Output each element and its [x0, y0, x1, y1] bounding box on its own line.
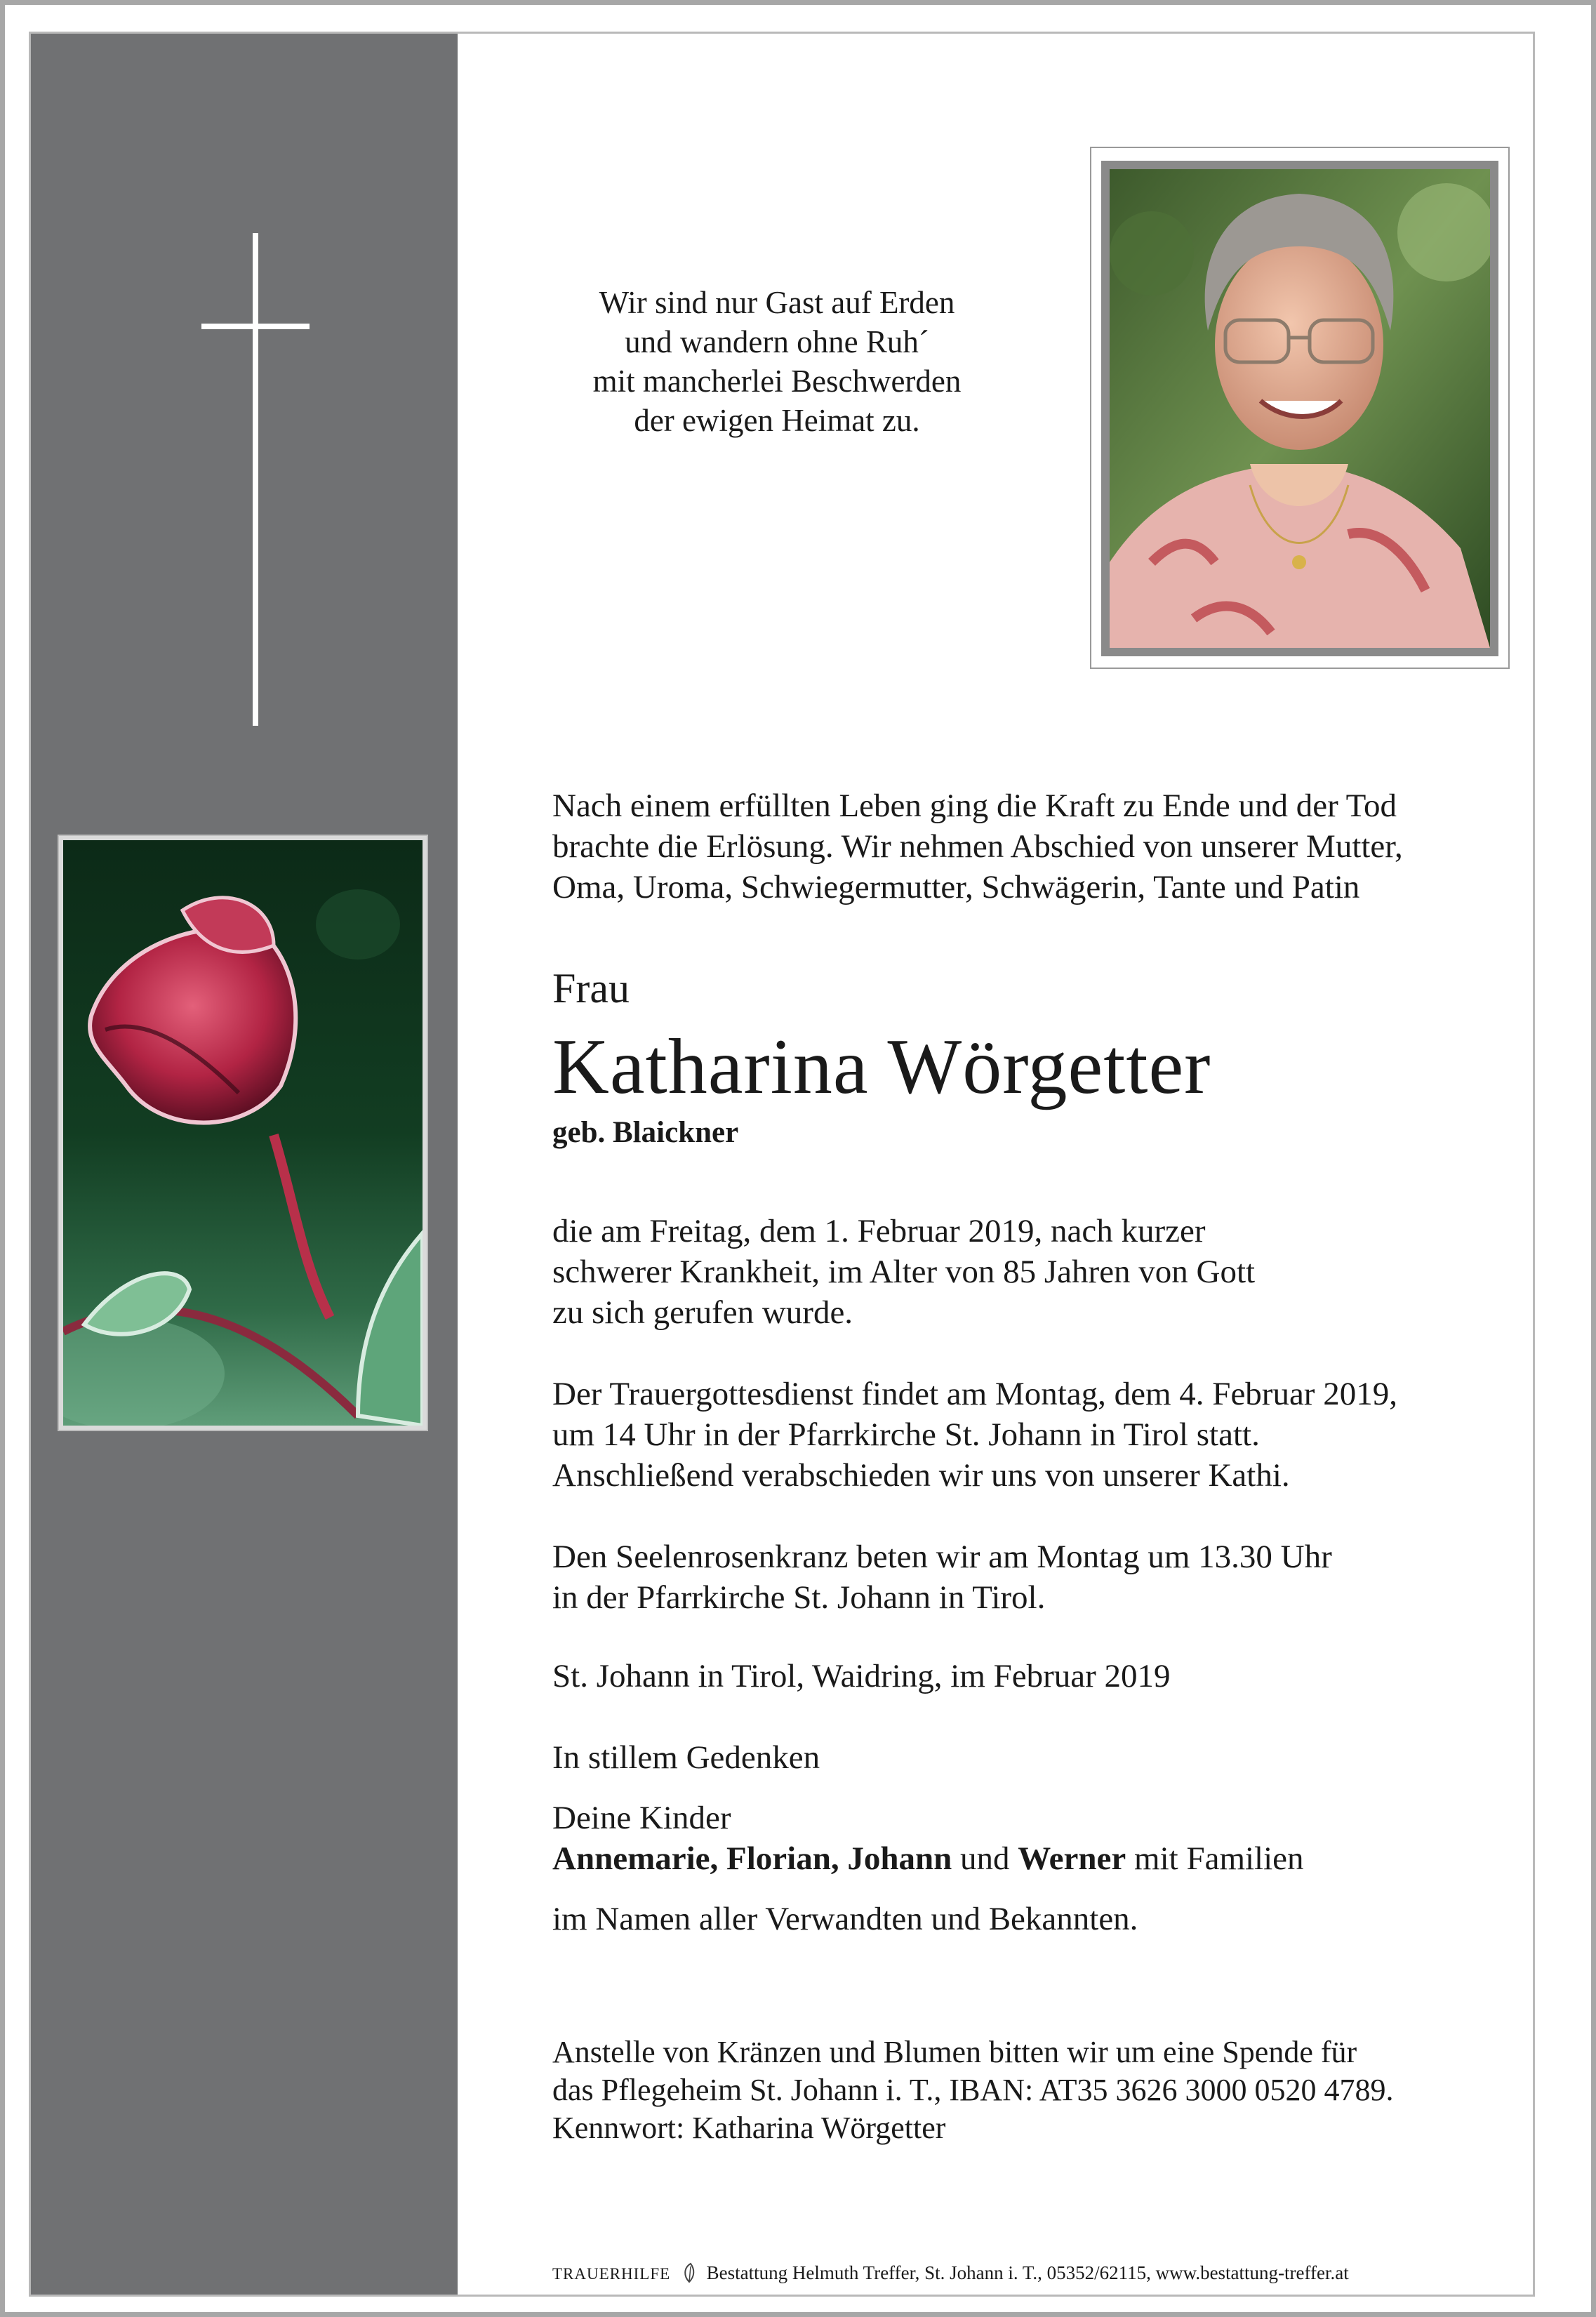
poem-line: Wir sind nur Gast auf Erden	[599, 285, 955, 320]
salutation: Frau	[552, 965, 630, 1011]
service-line: Der Trauergottesdienst findet am Montag, dem 4. Februar 2019,	[552, 1376, 1397, 1412]
service-line: Anschließend verabschieden wir uns von unserer Kathi.	[552, 1457, 1290, 1494]
death-line: die am Freitag, dem 1. Februar 2019, nach kurzer	[552, 1213, 1206, 1249]
rosary-line: Den Seelenrosenkranz beten wir am Montag um 13.30 Uhr	[552, 1539, 1332, 1575]
family-names	[552, 1838, 1521, 1879]
footer	[552, 2261, 1521, 2286]
donation-line: Anstelle von Kränzen und Blumen bitten wir um eine Spende für	[552, 2035, 1357, 2069]
footer-org: TRAUERHILFE	[552, 2265, 671, 2283]
relatives-line: im Namen aller Verwandten und Bekannten.	[552, 1901, 1138, 1937]
death-line: schwerer Krankheit, im Alter von 85 Jahren von Gott	[552, 1254, 1256, 1290]
deceased-name: Katharina Wörgetter	[552, 1023, 1211, 1110]
leaf-logo-icon	[681, 2262, 698, 2283]
footer-text: Bestattung Helmuth Treffer, St. Johann i. T., 05352/62115, www.bestattung-treffer.at	[706, 2262, 1349, 2283]
place-date: St. Johann in Tirol, Waidring, im Februar 2019	[552, 1658, 1171, 1694]
death-line: zu sich gerufen wurde.	[552, 1294, 853, 1331]
donation-line: das Pflegeheim St. Johann i. T., IBAN: AT35 3626 3000 0520 4789.	[552, 2073, 1394, 2107]
poem	[538, 283, 1016, 440]
poem-line: und wandern ohne Ruh´	[625, 324, 929, 359]
intro-line: brachte die Erlösung. Wir nehmen Abschied von unserer Mutter,	[552, 828, 1403, 865]
intro-line: Oma, Uroma, Schwiegermutter, Schwägerin, Tante und Patin	[552, 869, 1360, 905]
service-line: um 14 Uhr in der Pfarrkirche St. Johann in Tirol statt.	[552, 1416, 1260, 1453]
maiden-name: geb. Blaickner	[552, 1116, 739, 1149]
portrait-photo	[1101, 161, 1498, 656]
death-paragraph	[552, 1211, 1521, 1333]
intro-line: Nach einem erfüllten Leben ging die Kraft zu Ende und der Tod	[552, 788, 1397, 824]
in-memory: In stillem Gedenken	[552, 1739, 820, 1776]
service-paragraph	[552, 1374, 1521, 1496]
portrait-frame	[1090, 147, 1510, 669]
donation-paragraph	[552, 2033, 1521, 2147]
family-suffix: mit Familien	[1134, 1840, 1304, 1877]
family-name: Annemarie,	[552, 1840, 719, 1877]
intro-paragraph	[552, 785, 1521, 908]
family-name: Werner	[1018, 1840, 1126, 1877]
and-word: und	[960, 1840, 1010, 1877]
rosary-line: in der Pfarrkirche St. Johann in Tirol.	[552, 1579, 1046, 1616]
family-name: Florian,	[726, 1840, 839, 1877]
family-name: Johann	[847, 1840, 952, 1877]
rose-image	[58, 835, 428, 1431]
rosary-paragraph	[552, 1536, 1521, 1618]
donation-line: Kennwort: Katharina Wörgetter	[552, 2111, 946, 2145]
kids-label: Deine Kinder	[552, 1800, 731, 1836]
poem-line: mit mancherlei Beschwerden	[592, 364, 962, 399]
poem-line: der ewigen Heimat zu.	[634, 403, 920, 438]
